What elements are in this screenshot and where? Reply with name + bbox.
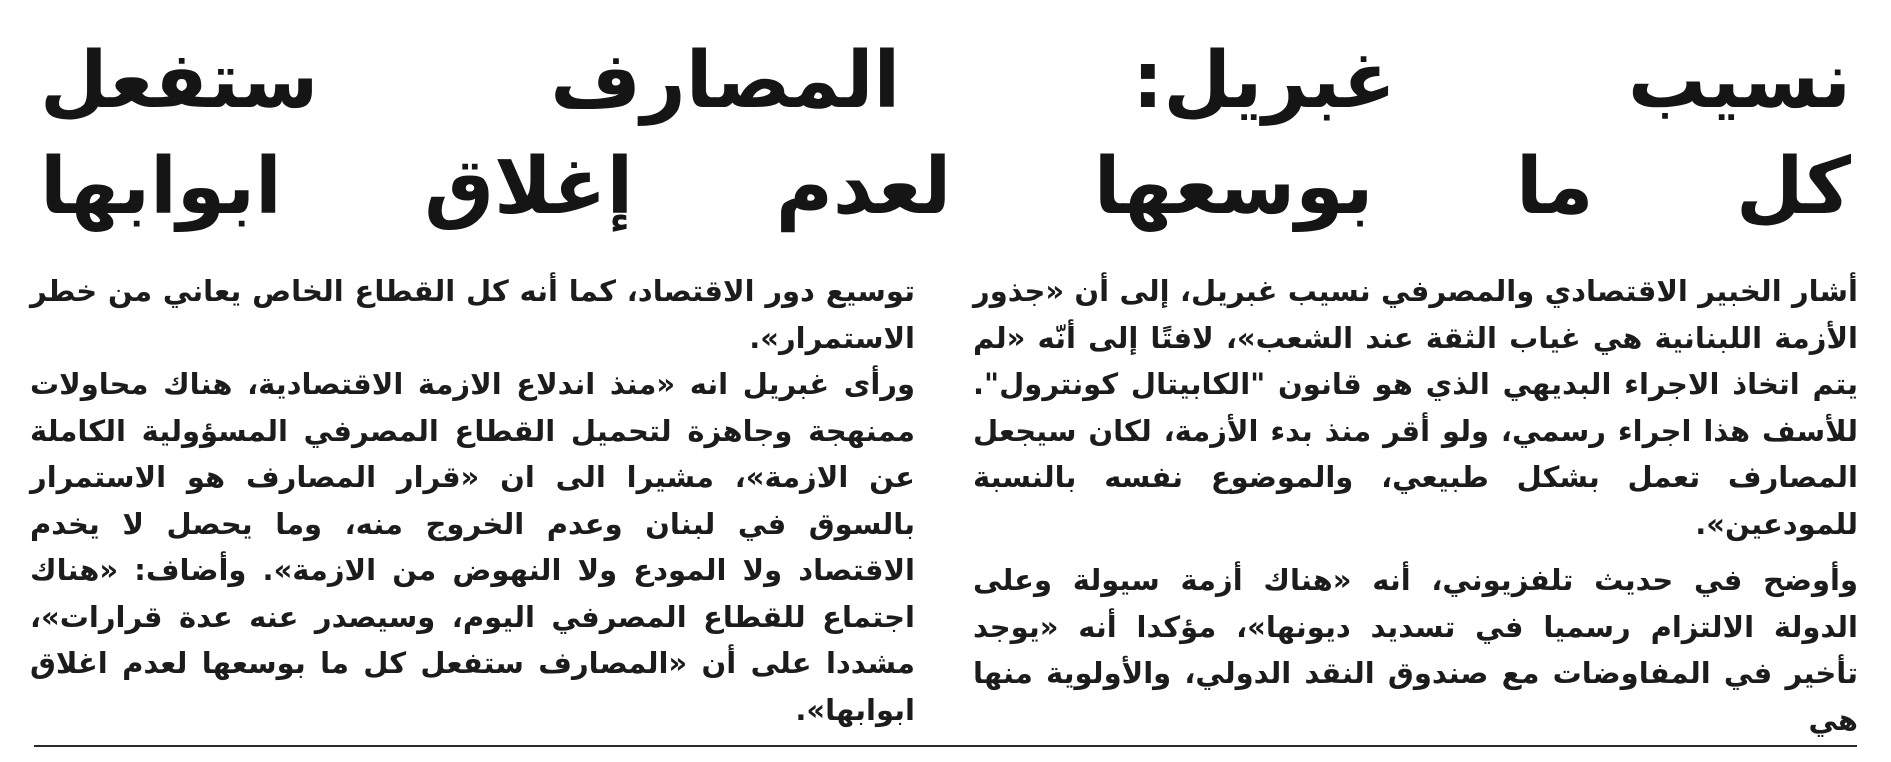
headline-line-1: نسيب غبريل: المصارف ستفعل — [40, 36, 1851, 126]
article-column-left — [30, 268, 915, 738]
paragraph: وأوضح في حديث تلفزيوني، أنه «هناك أزمة سيولة وعلى الدولة الالتزام رسميا في تسديد ديونها»، مؤكدا أنه «يوجد تأخير في المفاوضات مع صندوق النقد الدولي، والأولوية منها هي — [973, 563, 1858, 737]
paragraph: ورأى غبريل انه «منذ اندلاع الازمة الاقتصادية، هناك محاولات ممنهجة وجاهزة لتحميل القطاع المصرفي المسؤولية الكاملة عن الازمة»، مشيرا الى ان «قرار المصارف هو الاستمرار بالسوق في لبنان وعدم الخروج منه، وما يحصل لا يخدم الاقتصاد ولا المودع ولا النهوض من الازمة». وأضاف: «هناك اجتماع للقطاع المصرفي اليوم، وسيصدر عنه عدة قرارات»، مشددا على أن «المصارف ستفعل كل ما بوسعها لعدم اغلاق ابوابها». — [30, 367, 915, 727]
headline-line-2: كل ما بوسعها لعدم إغلاق ابوابها — [40, 142, 1851, 232]
bottom-divider — [34, 745, 1857, 747]
article-column-right — [973, 268, 1858, 738]
article-headline — [40, 28, 1851, 240]
paragraph: توسيع دور الاقتصاد، كما أنه كل القطاع الخاص يعاني من خطر الاستمرار». — [30, 274, 915, 355]
article-body — [30, 268, 1858, 738]
paragraph: أشار الخبير الاقتصادي والمصرفي نسيب غبريل، إلى أن «جذور الأزمة اللبنانية هي غياب الثقة عند الشعب»، لافتًا إلى أنّه «لم يتم اتخاذ الاجراء البديهي الذي هو قانون "الكابيتال كونترول". للأسف هذا اجراء رسمي، ولو أقر منذ بدء الأزمة، لكان سيجعل المصارف تعمل بشكل طبيعي، والموضوع نفسه بالنسبة للمودعين». — [973, 274, 1858, 541]
